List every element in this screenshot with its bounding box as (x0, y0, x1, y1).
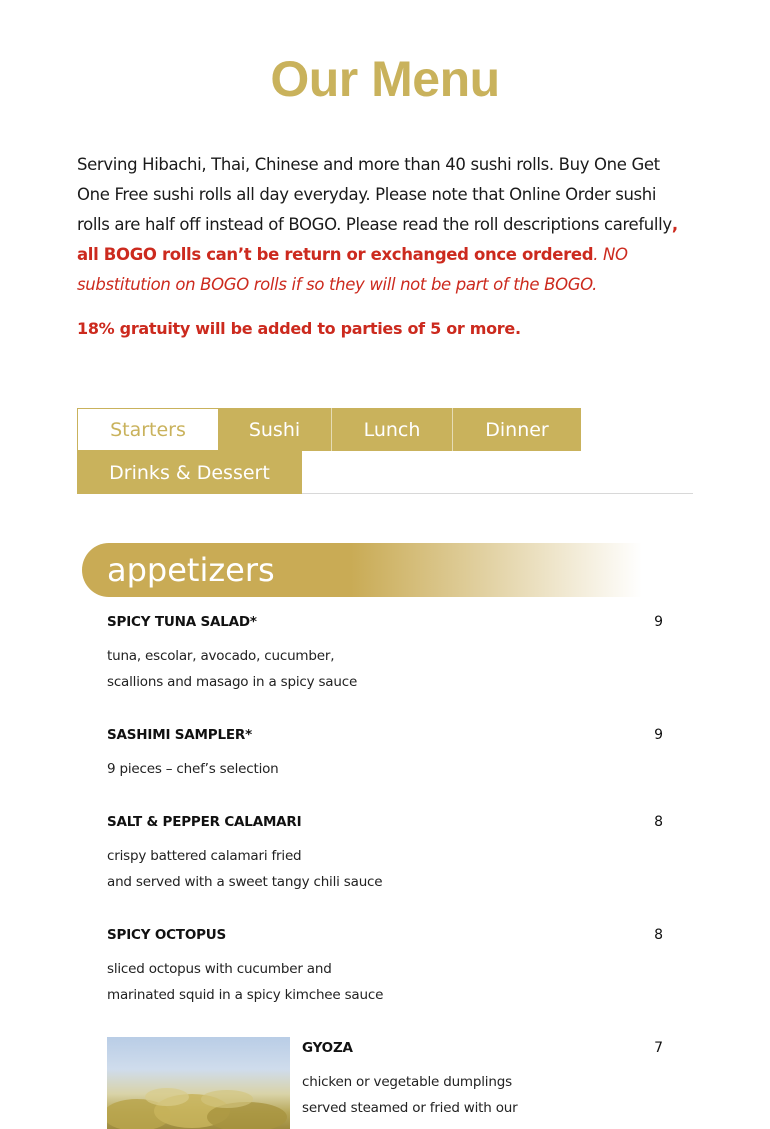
dumplings-illustration (107, 1037, 290, 1129)
category-title: appetizers (107, 551, 275, 589)
item-name: SPICY OCTOPUS (107, 927, 227, 943)
intro-comma: , (671, 215, 678, 234)
item-desc-line: served steamed or fried with our (302, 1100, 518, 1116)
item-desc-line: crispy battered calamari fried (107, 848, 302, 864)
tab-starters[interactable]: Starters (77, 408, 218, 451)
bogo-warning: all BOGO rolls can’t be return or exchanged once ordered (77, 245, 594, 264)
item-name: SPICY TUNA SALAD* (107, 614, 257, 630)
substitution-note: NO substitution on BOGO rolls if so they will not be part of the BOGO. (77, 245, 628, 294)
item-price: 8 (654, 814, 663, 830)
item-description (107, 756, 279, 782)
item-description (302, 1069, 518, 1121)
item-desc-line: marinated squid in a spicy kimchee sauce (107, 987, 384, 1003)
item-desc-line: sliced octopus with cucumber and (107, 961, 332, 977)
item-desc-line: scallions and masago in a spicy sauce (107, 674, 358, 690)
item-description (107, 843, 382, 895)
tab-sushi[interactable]: Sushi (218, 408, 331, 451)
tab-lunch[interactable]: Lunch (331, 408, 452, 451)
tab-dinner[interactable]: Dinner (452, 408, 581, 451)
item-desc-line: 9 pieces – chef’s selection (107, 761, 279, 777)
item-price: 8 (654, 927, 663, 943)
item-desc-line: chicken or vegetable dumplings (302, 1074, 512, 1090)
item-description (107, 643, 357, 695)
page-title: Our Menu (270, 51, 500, 107)
tab-drinks-dessert[interactable]: Drinks & Dessert (77, 451, 302, 494)
category-header (82, 543, 642, 597)
item-price: 7 (654, 1040, 663, 1056)
intro-text: Serving Hibachi, Thai, Chinese and more than 40 sushi rolls. Buy One Get One Free sushi rolls all day everyday. Please note that Online Order sushi rolls are half off instead of BOGO. Please read the roll descriptions carefully (77, 155, 672, 234)
item-price: 9 (654, 614, 663, 630)
item-desc-line: and served with a sweet tangy chili sauce (107, 874, 383, 890)
item-description (107, 956, 383, 1008)
intro-period: . (593, 245, 603, 264)
item-name: SASHIMI SAMPLER* (107, 727, 252, 743)
item-name: SALT & PEPPER CALAMARI (107, 814, 302, 830)
intro-paragraph (77, 150, 689, 300)
gratuity-notice: 18% gratuity will be added to parties of 5 or more. (77, 319, 521, 338)
item-desc-line: tuna, escolar, avocado, cucumber, (107, 648, 335, 664)
gyoza-photo (107, 1037, 290, 1129)
item-price: 9 (654, 727, 663, 743)
tabs-divider (302, 493, 693, 494)
item-name: GYOZA (302, 1040, 353, 1056)
